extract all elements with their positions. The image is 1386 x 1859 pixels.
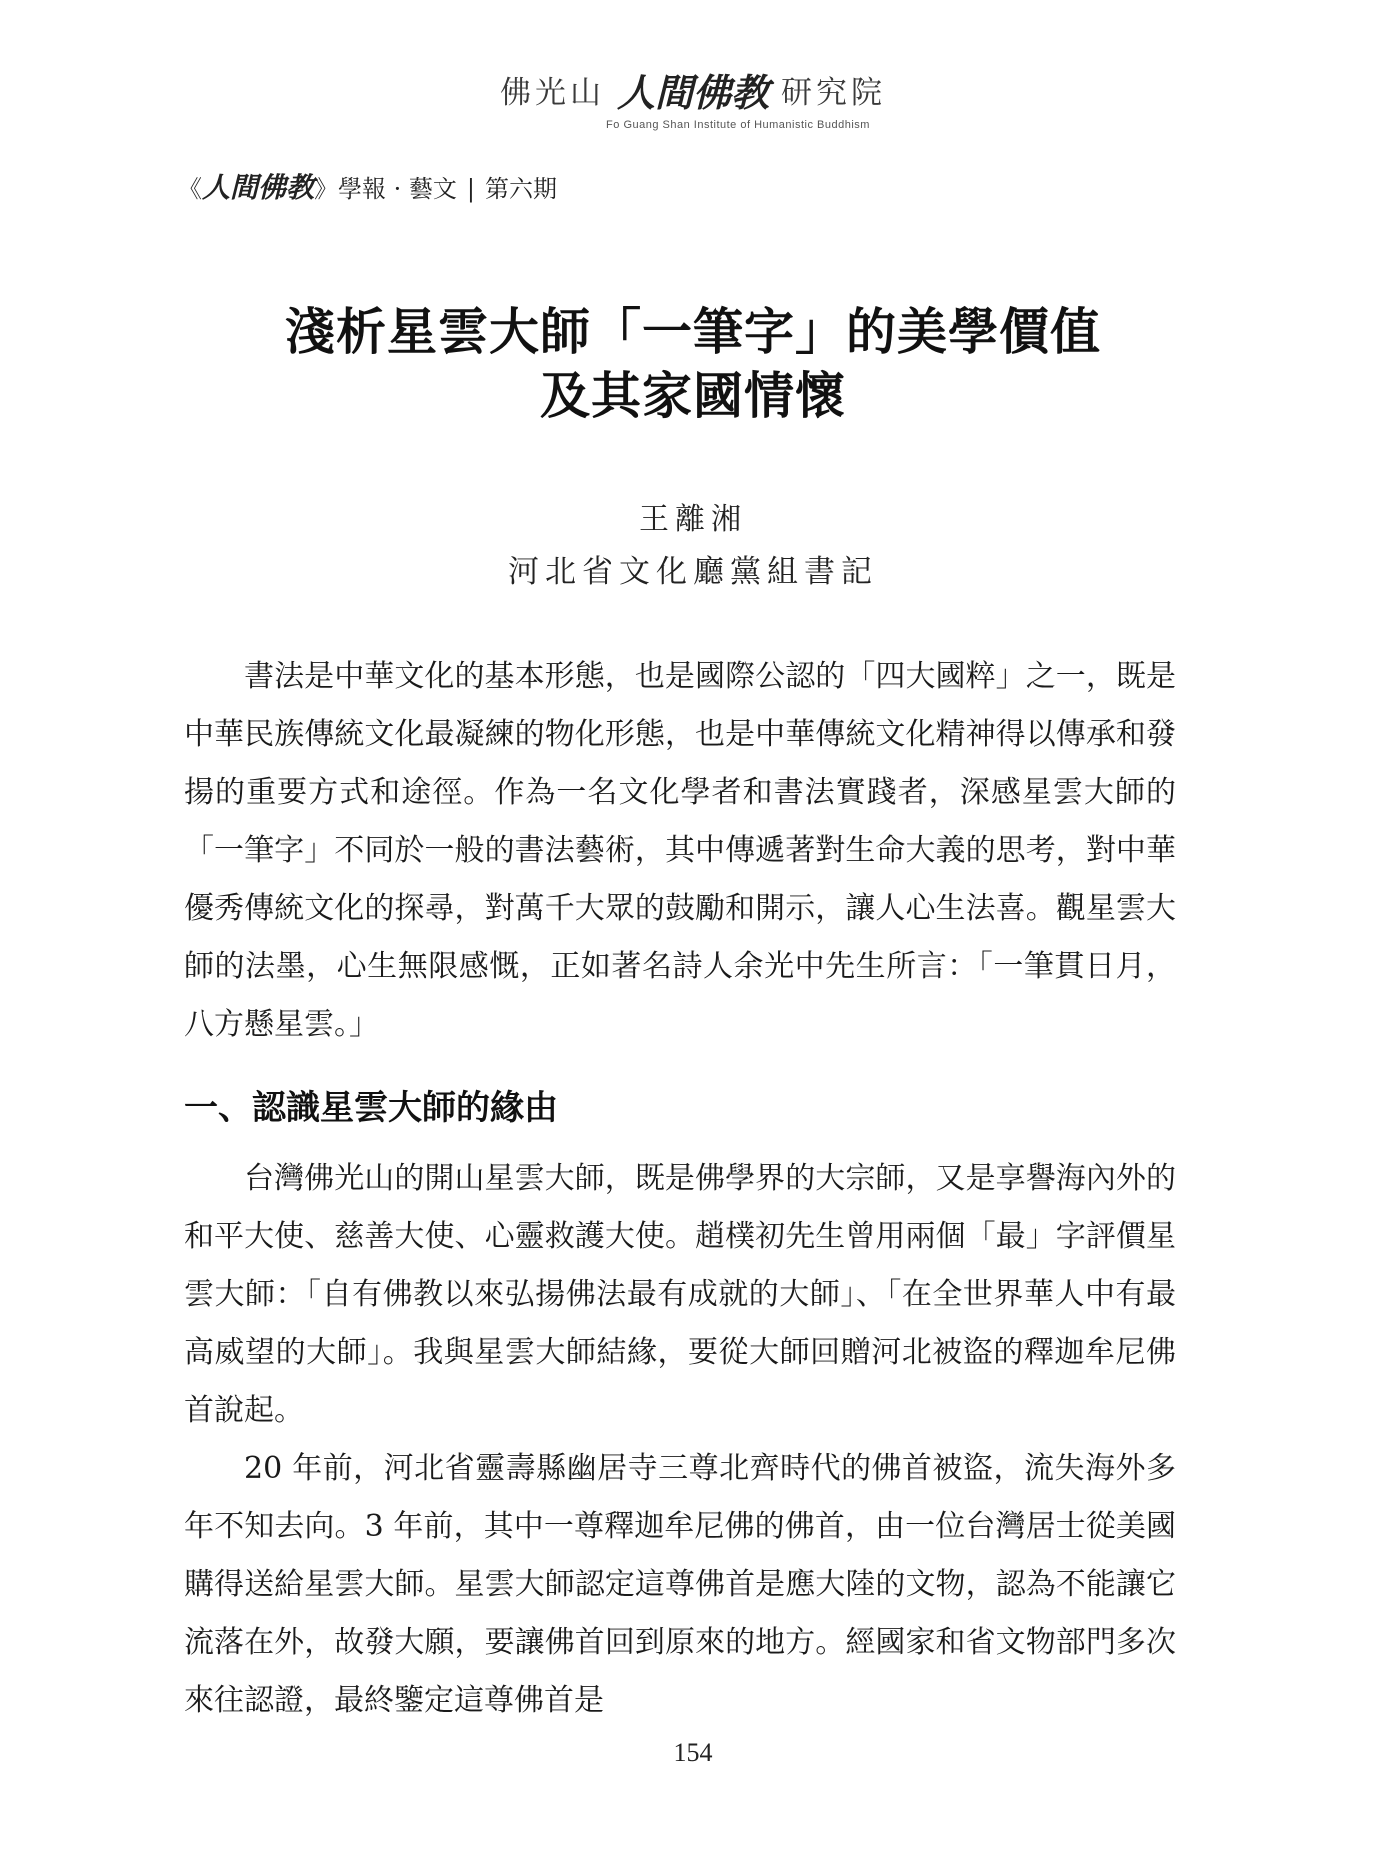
running-header-suffix: 學報 · 藝文 [338, 175, 457, 203]
intro-body [184, 648, 1176, 1054]
author-affiliation: 河北省文化廳黨組書記 [508, 554, 878, 590]
paragraph: 20 年前，河北省靈壽縣幽居寺三尊北齊時代的佛首被盜，流失海外多年不知去向。3 年前，其中一尊釋迦牟尼佛的佛首，由一位台灣居士從美國購得送給星雲大師。星雲大師認定這尊佛首是應大陸的文物，認為不能讓它流落在外，故發大願，要讓佛首回到原來的地方。經國家和省文物部門多次來往認證，最終鑒定這尊佛首是 [184, 1451, 1176, 1718]
logo-right-text: 研究院 [781, 75, 886, 111]
running-header-issue: 第六期 [485, 175, 557, 203]
page-number: 154 [673, 1738, 713, 1767]
paragraph: 台灣佛光山的開山星雲大師，既是佛學界的大宗師，又是享譽海內外的和平大使、慈善大使、心靈救護大使。趙樸初先生曾用兩個「最」字評價星雲大師：「自有佛教以來弘揚佛法最有成就的大師」、「在全世界華人中有最高威望的大師」。我與星雲大師結緣，要從大師回贈河北被盜的釋迦牟尼佛首說起。 [184, 1161, 1176, 1428]
logo-english-text: Fo Guang Shan Institute of Humanistic Buddhism [606, 119, 870, 131]
logo-wordmark [500, 62, 886, 117]
author-name: 王離湘 [639, 502, 747, 537]
author-block [0, 496, 1386, 600]
running-header-journal-name: 人間佛教 [202, 171, 315, 204]
institute-logo [0, 62, 1386, 131]
running-header-open-bracket: 《 [178, 175, 202, 203]
section-heading: 一、認識星雲大師的緣由 [184, 1088, 558, 1128]
running-header-separator: | [466, 175, 475, 203]
running-header [178, 166, 557, 206]
article-title-line-1: 淺析星雲大師「一筆字」的美學價值 [285, 302, 1101, 361]
logo-left-text: 佛光山 [499, 75, 605, 111]
paragraph: 書法是中華文化的基本形態，也是國際公認的「四大國粹」之一，既是中華民族傳統文化最凝練的物化形態，也是中華傳統文化精神得以傳承和發揚的重要方式和途徑。作為一名文化學者和書法實踐者，深感星雲大師的「一筆字」不同於一般的書法藝術，其中傳遞著對生命大義的思考，對中華優秀傳統文化的探尋，對萬千大眾的鼓勵和開示，讓人心生法喜。觀星雲大師的法墨，心生無限感慨，正如著名詩人余光中先生所言：「一筆貫日月，八方懸星雲。」 [184, 659, 1176, 1042]
section-body [184, 1150, 1176, 1730]
logo-calligraphy-text: 人間佛教 [616, 71, 769, 115]
article-title [0, 300, 1386, 428]
article-title-line-2: 及其家國情懷 [540, 366, 846, 425]
running-header-close-bracket: 》 [314, 175, 339, 203]
